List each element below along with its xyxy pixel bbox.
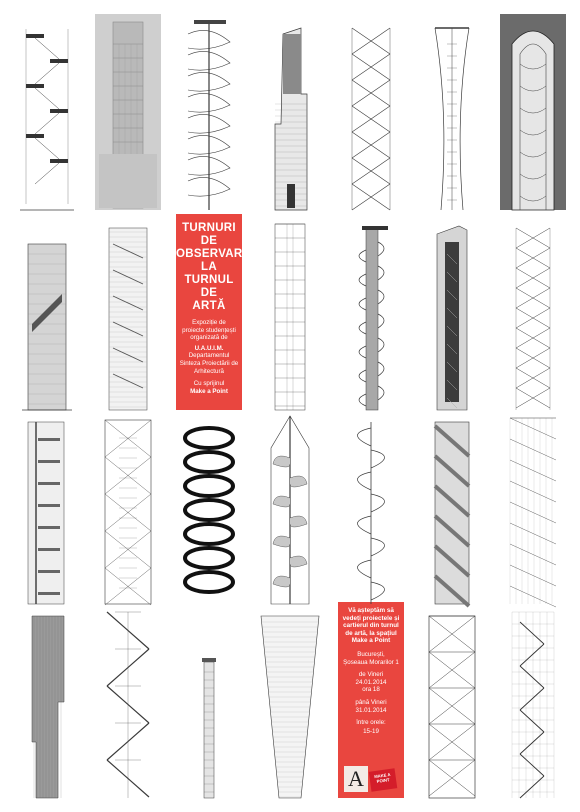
subtitle-line: Expoziție de	[192, 319, 226, 326]
date-line: ora 18	[362, 686, 380, 694]
info-panel	[338, 602, 404, 798]
tower-drawing	[419, 214, 485, 410]
subtitle-line: organizată de	[190, 334, 228, 342]
tower-elevation-stepped-block	[14, 602, 80, 798]
tower-elevation-helix	[338, 408, 404, 604]
tower-drawing	[338, 408, 404, 604]
tower-elevation-slender	[176, 602, 242, 798]
tower-elevation-stair-zigzag	[14, 14, 80, 210]
date-to	[338, 699, 404, 714]
title-line: TURNUL	[184, 274, 234, 286]
subtitle	[176, 319, 242, 342]
tower-drawing	[338, 214, 404, 410]
tower-elevation-braced-frame	[419, 602, 485, 798]
tower-drawing	[257, 602, 323, 798]
organizer-line: U.A.U.I.M.	[194, 344, 224, 352]
tower-drawing	[14, 14, 80, 210]
tower-elevation-brick-grid	[95, 214, 161, 410]
tower-elevation-spiral-stair	[176, 14, 242, 210]
tower-elevation-hourglass	[419, 14, 485, 210]
tower-drawing	[500, 602, 566, 798]
tower-drawing	[14, 602, 80, 798]
tower-drawing	[176, 14, 242, 210]
invite-line: de artă, la spațiul	[345, 629, 397, 637]
sponsor-name: Make a Point	[190, 387, 228, 395]
invite-text	[338, 602, 404, 645]
tower-elevation-scaffold	[14, 408, 80, 604]
date-from	[338, 671, 404, 694]
organizer-line: Sinteza Proiectării de	[179, 359, 239, 367]
tower-drawing	[14, 408, 80, 604]
tower-elevation-twisted-cylinder	[419, 408, 485, 604]
tower-drawing	[419, 408, 485, 604]
tower-elevation-dark-interior	[500, 14, 566, 210]
tower-drawing	[257, 14, 323, 210]
hours-label: între orele:	[356, 719, 386, 727]
date-line: 31.01.2014	[355, 706, 387, 714]
tower-drawing	[338, 14, 404, 210]
address-line: București,	[357, 650, 385, 658]
organizer-department	[176, 352, 242, 375]
organizer	[176, 345, 242, 353]
tower-elevation-thin-frame	[257, 214, 323, 410]
tower-drawing	[176, 408, 242, 604]
tower-elevation-cantilever	[338, 214, 404, 410]
poster-grid	[14, 14, 566, 798]
invite-line: cartierul din turnul	[343, 622, 399, 630]
invite-line: vedeți proiectele și	[342, 614, 400, 622]
tower-elevation-lattice	[500, 408, 566, 604]
tower-elevation-masonry-tower	[257, 14, 323, 210]
title-line: DE	[200, 235, 218, 247]
address-line: Șoseaua Morarilor 1	[343, 658, 399, 666]
date-line: de Vineri	[358, 671, 384, 679]
tower-drawing	[95, 602, 161, 798]
subtitle-line: proiecte studențești	[182, 326, 236, 334]
invite-line: Make a Point	[351, 637, 391, 645]
tower-drawing	[14, 214, 80, 410]
title-line: TURNURI	[182, 222, 236, 234]
logos	[342, 766, 400, 792]
date-line: 24.01.2014	[355, 678, 387, 686]
title-panel	[176, 214, 251, 410]
make-a-point-logo: MAKE A POINT	[369, 768, 398, 791]
tower-drawing	[176, 602, 242, 798]
organizer-line: Departamentul	[188, 352, 230, 360]
tower-drawing	[95, 408, 161, 604]
tower-elevation-zigzag-frame	[95, 602, 161, 798]
tower-drawing	[95, 214, 161, 410]
tower-drawing	[500, 214, 566, 410]
title-line: OBSERVARE	[176, 248, 251, 260]
tower-drawing	[257, 214, 323, 410]
tower-elevation-tapered	[257, 602, 323, 798]
support-label: Cu sprijinul	[193, 380, 225, 388]
hours-value: 15-19	[363, 727, 379, 735]
tower-drawing	[419, 14, 485, 210]
tower-elevation-grid-stair	[500, 602, 566, 798]
tower-elevation-crossed-frame	[338, 14, 404, 210]
tower-elevation-cylinder	[14, 214, 80, 410]
organizer-line: Arhitectură	[194, 367, 224, 375]
tower-elevation-organic-core	[257, 408, 323, 604]
tower-drawing	[95, 14, 161, 210]
address	[338, 651, 404, 666]
tower-drawing	[419, 602, 485, 798]
tower-elevation-diagrid	[500, 214, 566, 410]
invite-line: Vă așteptăm să	[348, 607, 394, 614]
title-line: LA	[201, 261, 217, 273]
title-line: ARTĂ	[192, 300, 226, 312]
date-line: până Vineri	[355, 698, 387, 706]
tower-drawing	[257, 408, 323, 604]
university-logo: A	[344, 766, 368, 792]
tower-elevation-grey-photo	[95, 14, 161, 210]
tower-elevation-truss	[95, 408, 161, 604]
tower-drawing	[500, 14, 566, 210]
title-line: DE	[200, 287, 218, 299]
tower-drawing	[500, 408, 566, 604]
tower-elevation-ring-stack	[176, 408, 242, 604]
poster-title	[176, 214, 251, 313]
tower-elevation-dark-shaft	[419, 214, 485, 410]
